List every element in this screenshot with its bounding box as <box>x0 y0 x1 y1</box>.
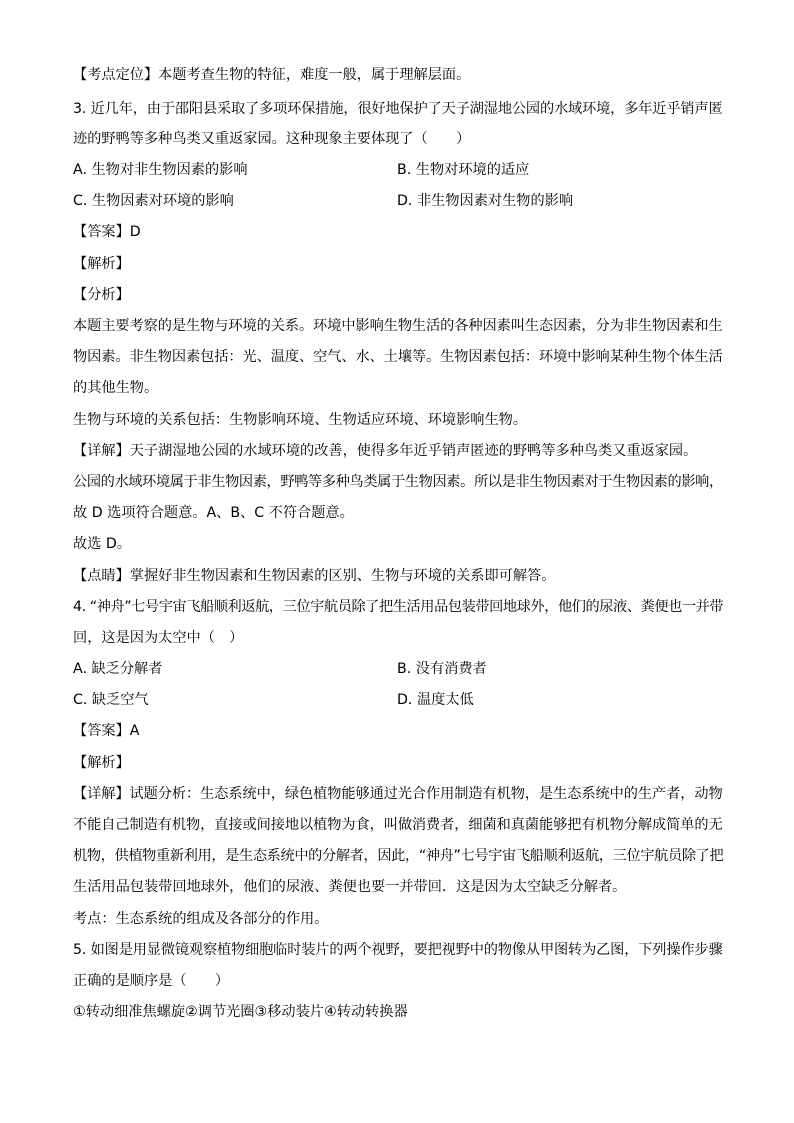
question-3-option-c: C. 生物因素对环境的影响 <box>73 193 234 209</box>
question-4-answer: 【答案】A <box>73 723 140 739</box>
question-3-detail-text: 公园的水域环境属于非生物因素，野鸭等多种鸟类属于生物因素。所以是非生物因素对于生物因素的影响， <box>73 474 723 490</box>
question-4-detail-text: 生活用品包装带回地球外，他们的尿液、粪便也要一并带回．这是因为太空缺乏分解者。 <box>73 879 627 895</box>
question-3-option-a: A. 生物对非生物因素的影响 <box>73 162 248 178</box>
question-4-stem: 4. “神舟”七号宇宙飞船顺利返航，三位宇航员除了把生活用品包装带回地球外，他们的尿液、粪便也一并带 <box>73 599 724 615</box>
question-5-stem-cont: 正确的是顺序是（ ） <box>73 973 230 989</box>
question-3-analysis-text: 的其他生物。 <box>73 380 159 396</box>
question-3-analysis-text: 物因素。非生物因素包括：光、温度、空气、水、土壤等。生物因素包括：环境中影响某种生物个体生活 <box>73 349 723 365</box>
question-3-analysis-subheading: 【分析】 <box>73 287 130 303</box>
question-3-tip: 【点睛】掌握好非生物因素和生物因素的区别、生物与环境的关系即可解答。 <box>73 568 556 584</box>
question-4-option-a: A. 缺乏分解者 <box>73 661 163 677</box>
question-3-choice: 故选 D。 <box>73 536 131 552</box>
question-3-option-b: B. 生物对环境的适应 <box>397 162 530 178</box>
question-3-analysis-text: 生物与环境的关系包括：生物影响环境、生物适应环境、环境影响生物。 <box>73 412 528 428</box>
question-4-detail-text: 不能自己制造有机物，直接或间接地以植物为食，叫做消费者，细菌和真菌能够把有机物分解成简单的无 <box>73 817 723 833</box>
question-4-stem-cont: 回，这是因为太空中（ ） <box>73 630 244 646</box>
question-3-stem: 3. 近几年，由于邵阳县采取了多项环保措施，很好地保护了天子湖湿地公园的水域环境，多年近乎销声匿 <box>73 101 723 117</box>
question-4-option-c: C. 缺乏空气 <box>73 692 149 708</box>
answer-point-line: 【考点定位】本题考查生物的特征，难度一般，属于理解层面。 <box>73 67 471 83</box>
question-4-detail-text: 机物，供植物重新利用，是生态系统中的分解者，因此，“神舟”七号宇宙飞船顺利返航，三位宇航员除了把 <box>73 848 724 864</box>
question-3-stem-cont: 迹的野鸭等多种鸟类又重返家园。这种现象主要体现了（ ） <box>73 131 471 147</box>
question-3-detail: 【详解】天子湖湿地公园的水域环境的改善，使得多年近乎销声匿迹的野鸭等多种鸟类又重返家园。 <box>73 443 698 459</box>
question-4-analysis-heading: 【解析】 <box>73 755 130 771</box>
question-4-option-d: D. 温度太低 <box>397 692 474 708</box>
question-3-detail-text: 故 D 选项符合题意。A、B、C 不符合题意。 <box>73 505 354 521</box>
question-3-answer: 【答案】D <box>73 224 141 240</box>
question-4-knowledge-point: 考点：生态系统的组成及各部分的作用。 <box>73 911 329 927</box>
question-5-stem: 5. 如图是用显微镜观察植物细胞临时装片的两个视野，要把视野中的物像从甲图转为乙图，下列操作步骤 <box>73 942 723 958</box>
question-3-analysis-text: 本题主要考察的是生物与环境的关系。环境中影响生物生活的各种因素叫生态因素，分为非生物因素和生 <box>73 318 723 334</box>
question-3-option-d: D. 非生物因素对生物的影响 <box>397 193 574 209</box>
question-4-detail: 【详解】试题分析：生态系统中，绿色植物能够通过光合作用制造有机物，是生态系统中的生产者，动物 <box>73 786 723 802</box>
question-4-option-b: B. 没有消费者 <box>397 661 487 677</box>
question-3-analysis-heading: 【解析】 <box>73 256 130 272</box>
question-5-steps: ①转动细准焦螺旋②调节光圈③移动装片④转动转换器 <box>73 1004 408 1020</box>
